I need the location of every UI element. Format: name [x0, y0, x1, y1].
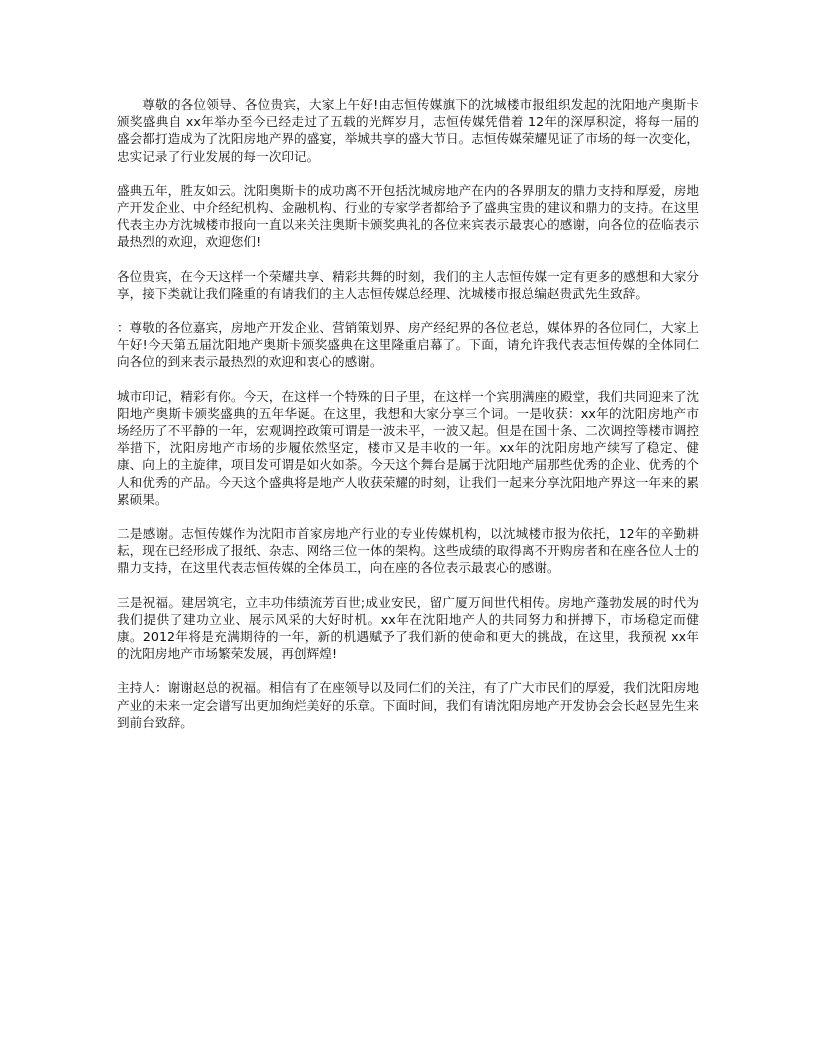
paragraph-five-years: 盛典五年，胜友如云。沈阳奥斯卡的成功离不开包括沈城房地产在内的各界朋友的鼎力支持和厚爱，房地产开发企业、中介经纪机构、金融机构、行业的专家学者都给予了盛典宝贵的建议和鼎力的支持。在这里代表主办方沈城楼市报向一直以来关注奥斯卡颁奖典礼的各位来宾表示最衷心的感谢，向各位的莅临表示最热烈的欢迎，欢迎您们! [117, 182, 699, 250]
paragraph-blessing: 三是祝福。建居筑宅，立丰功伟绩流芳百世;成业安民，留广厦万间世代相传。房地产蓬勃发展的时代为我们提供了建功立业、展示风采的大好时机。xx年在沈阳地产人的共同努力和拼搏下，市场稳定而健康。2012年将是充满期待的一年，新的机遇赋予了我们新的使命和更大的挑战，在这里，我预祝 xx年的沈阳房地产市场繁荣发展，再创辉煌! [117, 594, 699, 662]
paragraph-closing-host: 主持人：谢谢赵总的祝福。相信有了在座领导以及同仁们的关注，有了广大市民们的厚爱，我们沈阳房地产业的未来一定会谱写出更加绚烂美好的乐章。下面时间，我们有请沈阳房地产开发协会会长赵昱先生来到前台致辞。 [117, 680, 699, 730]
paragraph-speech-greeting: ：尊敬的各位嘉宾，房地产开发企业、营销策划界、房产经纪界的各位老总，媒体界的各位同仁，大家上午好!今天第五届沈阳地产奥斯卡颁奖盛典在这里隆重启幕了。下面，请允许我代表志恒传媒的全体同仁向各位的到来表示最热烈的欢迎和衷心的感谢。 [117, 320, 699, 370]
paragraph-host-invitation: 各位贵宾，在今天这样一个荣耀共享、精彩共舞的时刻，我们的主人志恒传媒一定有更多的感想和大家分享，接下类就让我们隆重的有请我们的主人志恒传媒总经理、沈城楼市报总编赵贵武先生致辞。 [117, 268, 699, 301]
paragraph-opening: 尊敬的各位领导、各位贵宾，大家上午好!由志恒传媒旗下的沈城楼市报组织发起的沈阳地产奥斯卡颁奖盛典自 xx年举办至今已经走过了五载的光辉岁月，志恒传媒凭借着 12年的深厚积淀，将每一届的盛会都打造成为了沈阳房地产界的盛宴，举城共享的盛大节日。志恒传媒荣耀见证了市场的每一次变化，忠实记录了行业发展的每一次印记。 [117, 97, 699, 164]
paragraph-harvest: 城市印记，精彩有你。今天，在这样一个特殊的日子里，在这样一个宾朋满座的殿堂，我们共同迎来了沈阳地产奥斯卡颁奖盛典的五年华诞。在这里，我想和大家分享三个词。一是收获：xx年的沈阳房地产市场经历了不平静的一年，宏观调控政策可谓是一波未平，一波又起。但是在国十条、二次调控等楼市调控举措下，沈阳房地产市场的步履依然坚定，楼市又是丰收的一年。xx年的沈阳房地产续写了稳定、健康、向上的主旋律，项目发可谓是如火如荼。今天这个舞台是属于沈阳地产届那些优秀的企业、优秀的个人和优秀的产品。今天这个盛典将是地产人收获荣耀的时刻，让我们一起来分享沈阳地产界这一年来的累累硕果。 [117, 388, 699, 507]
paragraph-thanks: 二是感谢。志恒传媒作为沈阳市首家房地产行业的专业传媒机构，以沈城楼市报为依托，12年的辛勤耕耘，现在已经形成了报纸、杂志、网络三位一体的架构。这些成绩的取得离不开购房者和在座各位人士的鼎力支持，在这里代表志恒传媒的全体员工，向在座的各位表示最衷心的感谢。 [117, 526, 699, 576]
document-body [117, 96, 699, 748]
